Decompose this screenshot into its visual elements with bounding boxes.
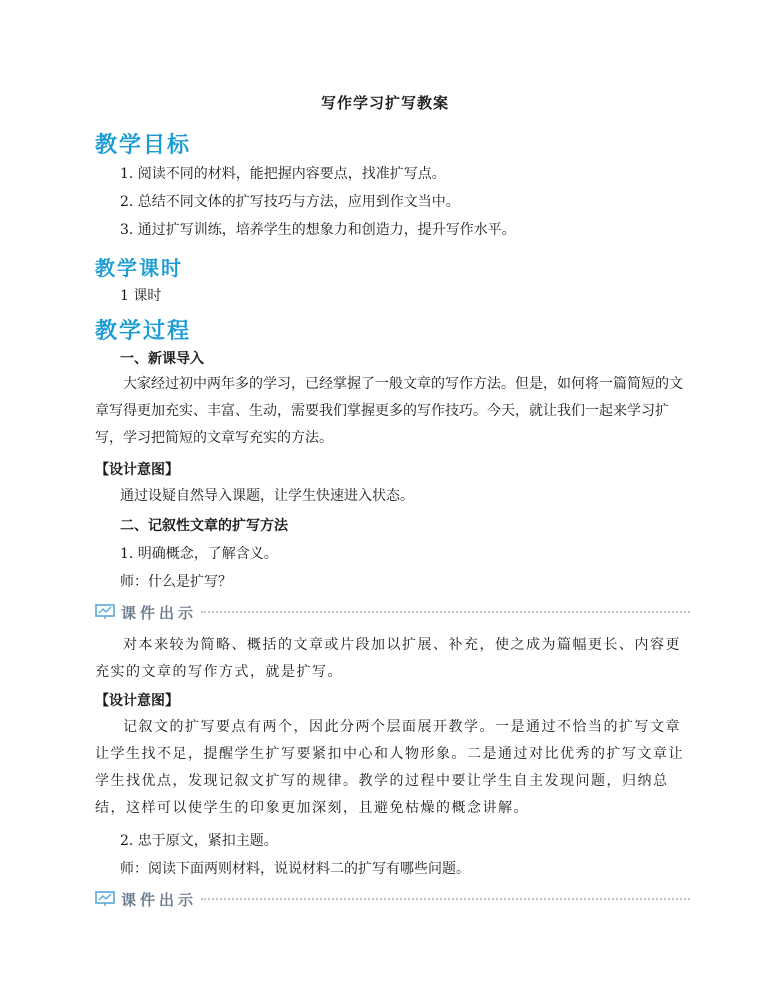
dotted-divider bbox=[201, 611, 690, 613]
design-intent-text-1: 通过设疑自然导入课题，让学生快速进入状态。 bbox=[120, 488, 414, 504]
design-intent-label-2: 【设计意图】 bbox=[95, 693, 179, 709]
goal-item-3: 3. 通过扩写训练，培养学生的想象力和创造力，提升写作水平。 bbox=[120, 222, 516, 238]
courseware-text-body: 对本来较为简略、概括的文章或片段加以扩展、补充，使之成为篇幅更长、内容更充实的文章的写作方式，就是扩写。 bbox=[95, 637, 681, 680]
heading-teaching-hours: 教学课时 bbox=[95, 256, 183, 280]
goal-item-1: 1. 阅读不同的材料，能把握内容要点，找准扩写点。 bbox=[120, 166, 446, 182]
heading-teaching-process: 教学过程 bbox=[95, 319, 192, 344]
teaching-hours-value: 1 课时 bbox=[120, 288, 162, 304]
courseware-banner-1 bbox=[95, 601, 690, 623]
courseware-label-2: 课件出示 bbox=[121, 890, 198, 909]
dotted-divider bbox=[201, 898, 690, 900]
design-intent-paragraph-2 bbox=[95, 714, 685, 822]
part2-heading: 二、记叙性文章的扩写方法 bbox=[120, 518, 288, 534]
part1-paragraph bbox=[95, 371, 685, 452]
document-title: 写作学习扩写教案 bbox=[320, 94, 449, 112]
courseware-text bbox=[95, 632, 685, 686]
courseware-label-1: 课件出示 bbox=[121, 603, 198, 622]
presentation-icon bbox=[95, 604, 115, 620]
heading-teaching-goals: 教学目标 bbox=[95, 133, 192, 158]
part1-heading: 一、新课导入 bbox=[120, 351, 204, 367]
presentation-icon bbox=[95, 891, 115, 907]
design-intent-text-2: 记叙文的扩写要点有两个，因此分两个层面展开教学。一是通过不恰当的扩写文章让学生找不足，提醒学生扩写要紧扣中心和人物形象。二是通过对比优秀的扩写文章让学生找优点，发现记叙文扩写的规律。教学的过程中要让学生自主发现问题，归纳总结，这样可以使学生的印象更加深刻，且避免枯燥的概念讲解。 bbox=[95, 719, 684, 816]
design-intent-label-1: 【设计意图】 bbox=[95, 462, 179, 478]
part1-paragraph-text: 大家经过初中两年多的学习，已经掌握了一般文章的写作方法。但是，如何将一篇简短的文章写得更加充实、丰富、生动，需要我们掌握更多的写作技巧。今天，就让我们一起来学习扩写，学习把简短的文章写充实的方法。 bbox=[95, 376, 683, 446]
goal-item-2: 2. 总结不同文体的扩写技巧与方法，应用到作文当中。 bbox=[120, 194, 460, 210]
part2-question2: 师：阅读下面两则材料，说说材料二的扩写有哪些问题。 bbox=[120, 861, 470, 877]
part2-step1: 1. 明确概念，了解含义。 bbox=[120, 546, 278, 562]
part2-question1: 师：什么是扩写？ bbox=[120, 574, 232, 590]
courseware-banner-2 bbox=[95, 888, 690, 910]
part2-step2: 2. 忠于原文，紧扣主题。 bbox=[120, 833, 278, 849]
